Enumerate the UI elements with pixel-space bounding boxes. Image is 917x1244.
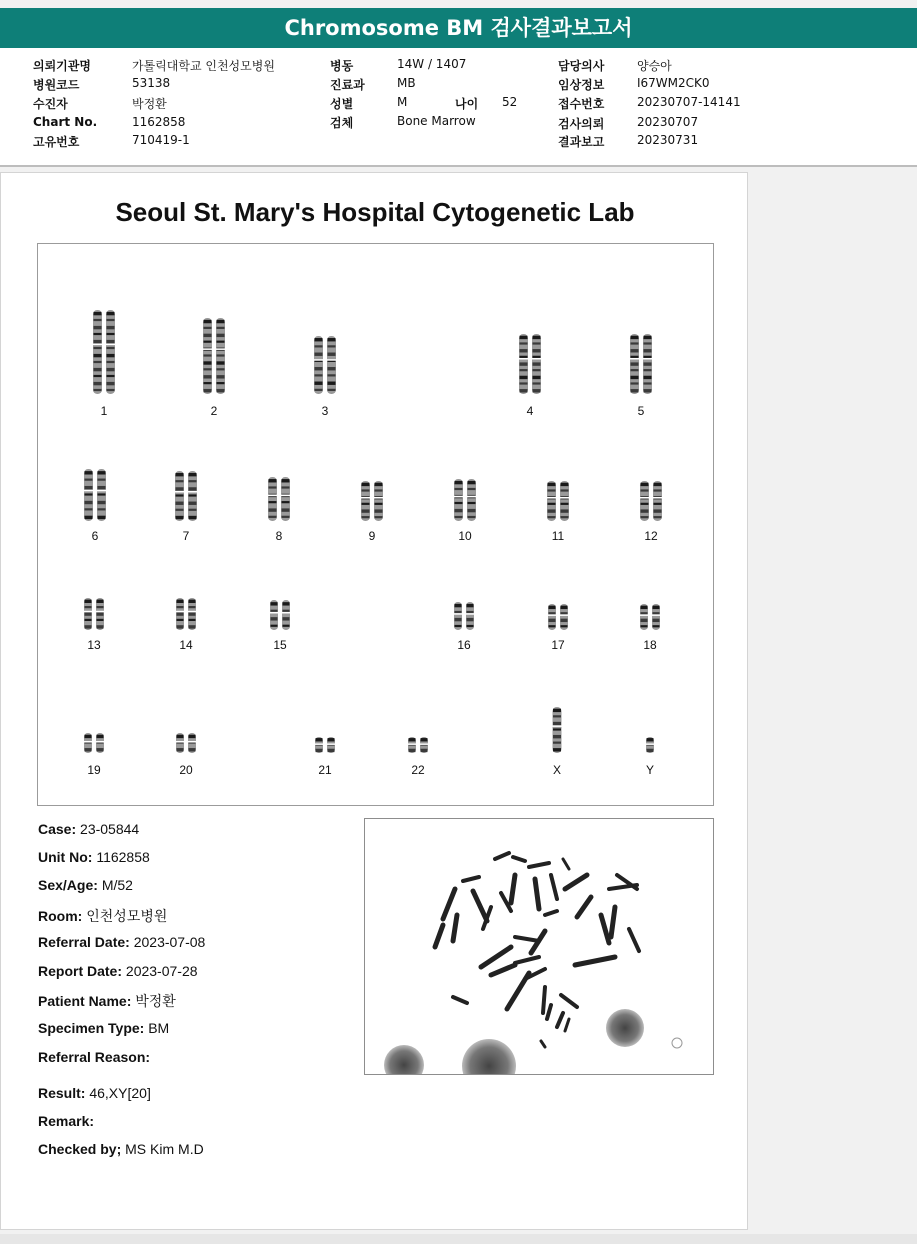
field-label: 의뢰기관명 [33,59,91,73]
field-label: 고유번호 [33,135,80,149]
chromosome-1-homolog-1 [93,310,103,394]
chromosome-12-homolog-2 [653,481,663,521]
field-label: 담당의사 [558,59,605,73]
chromosome-label-6: 6 [91,529,99,543]
patient-name-row: Patient Name: 박정환 [38,993,176,1009]
chromosome-18-homolog-2 [652,604,661,630]
chromosome-12-homolog-1 [640,481,650,521]
chromosome-label-21: 21 [318,763,332,777]
chromosome-5-homolog-1 [630,334,640,394]
chromosome-label-10: 10 [458,529,472,543]
chromosome-22-homolog-2 [420,737,429,753]
field-label: 진료과 [330,78,365,92]
chromosome-label-18: 18 [643,638,657,652]
chromosome-11-homolog-1 [547,481,557,521]
chromosome-13-homolog-1 [84,598,93,630]
chromosome-label-8: 8 [275,529,283,543]
field-label: 임상정보 [558,78,605,92]
checked-by-row: Checked by; MS Kim M.D [38,1141,204,1157]
chromosome-drawing [38,244,713,805]
result-row: Result: 46,XY[20] [38,1085,151,1101]
remark-row: Remark: [38,1113,95,1129]
chromosome-label-14: 14 [179,638,193,652]
chromosome-6-homolog-2 [97,469,107,521]
chromosome-15-homolog-1 [270,600,279,630]
chromosome-17-homolog-1 [548,604,557,630]
field-value: 52 [502,95,518,109]
field-value: Bone Marrow [397,114,476,128]
field-value: 14W / 1407 [397,57,467,71]
chromosome-11-homolog-2 [560,481,570,521]
chromosome-22-homolog-1 [408,737,417,753]
chromosome-16-homolog-2 [466,602,475,630]
chromosome-label-19: 19 [87,763,101,777]
field-label: 병원코드 [33,78,80,92]
chromosome-label-Y: Y [645,763,654,777]
report-date-row: Report Date: 2023-07-28 [38,963,198,979]
sex-age-row: Sex/Age: M/52 [38,877,133,893]
cytogenetic-report [0,172,748,1230]
chromosome-3-homolog-2 [327,336,337,394]
chromosome-label-11: 11 [551,529,565,543]
chromosome-17-homolog-2 [560,604,569,630]
field-value: I67WM2CK0 [637,76,710,90]
patient-header [0,48,917,167]
chromosome-4-homolog-1 [519,334,529,394]
field-value: 박정환 [132,97,167,111]
field-label: 병동 [330,59,354,73]
chromosome-1-homolog-2 [106,310,116,394]
chromosome-label-20: 20 [179,763,193,777]
chromosome-label-9: 9 [368,529,376,543]
chromosome-4-homolog-2 [532,334,542,394]
chromosome-13-homolog-2 [96,598,105,630]
chromosome-label-X: X [552,763,561,777]
chromosome-14-homolog-2 [188,598,197,630]
field-value: 710419-1 [132,133,190,147]
chromosome-label-16: 16 [457,638,471,652]
chromosome-9-homolog-1 [361,481,371,521]
field-label: Chart No. [33,115,98,129]
referral-date-row: Referral Date: 2023-07-08 [38,934,206,950]
field-value: 20230707-14141 [637,95,741,109]
chromosome-16-homolog-1 [454,602,463,630]
field-value: 53138 [132,76,171,90]
field-value: 20230731 [637,133,699,147]
karyotype-panel [37,243,714,806]
chromosome-10-homolog-1 [454,479,464,521]
chromosome-10-homolog-2 [467,479,477,521]
chromosome-5-homolog-2 [643,334,653,394]
chromosome-label-13: 13 [87,638,101,652]
field-label: 검체 [330,116,354,130]
chromosome-3-homolog-1 [314,336,324,394]
field-value: 양승아 [637,59,672,73]
chromosome-21-homolog-2 [327,737,336,753]
chromosome-label-5: 5 [637,404,645,418]
chromosome-label-3: 3 [321,404,329,418]
chromosome-label-12: 12 [644,529,658,543]
field-label: 나이 [455,97,479,111]
chromosome-label-17: 17 [551,638,565,652]
field-label: 접수번호 [558,97,605,111]
field-value: 20230707 [637,115,699,129]
field-value: M [397,95,408,109]
chromosome-label-7: 7 [182,529,190,543]
chromosome-21-homolog-1 [315,737,324,753]
lab-title: Seoul St. Mary's Hospital Cytogenetic Lab [115,197,635,227]
chromosome-15-homolog-2 [282,600,291,630]
chromosome-2-homolog-1 [203,318,213,394]
field-label: 검사의뢰 [558,117,605,131]
chromosome-Y-homolog-1 [646,737,655,753]
chromosome-19-homolog-2 [96,733,105,753]
chromosome-label-15: 15 [273,638,287,652]
chromosome-label-1: 1 [100,404,108,418]
report-title: Chromosome BM 검사결과보고서 [0,8,917,48]
field-label: 성별 [330,97,354,111]
chromosome-14-homolog-1 [176,598,185,630]
unit-no-row: Unit No: 1162858 [38,849,150,865]
chromosome-2-homolog-2 [216,318,226,394]
room-row: Room: 인천성모병원 [38,908,168,924]
field-label: 수진자 [33,97,68,111]
referral-reason-row: Referral Reason: [38,1049,151,1065]
chromosome-7-homolog-2 [188,471,198,521]
field-label: 결과보고 [558,135,605,149]
case-row: Case: 23-05844 [38,821,140,837]
chromosome-20-homolog-1 [176,733,185,753]
chromosome-7-homolog-1 [175,471,185,521]
chromosome-18-homolog-1 [640,604,649,630]
chromosome-9-homolog-2 [374,481,384,521]
metaphase-image [364,818,714,1075]
field-value: 1162858 [132,115,186,129]
specimen-type-row: Specimen Type: BM [38,1020,170,1036]
chromosome-20-homolog-2 [188,733,197,753]
bottom-bar [0,1234,917,1244]
chromosome-6-homolog-1 [84,469,94,521]
field-value: 가톨릭대학교 인천성모병원 [132,59,275,73]
chromosome-label-2: 2 [210,404,218,418]
chromosome-label-22: 22 [411,763,425,777]
chromosome-label-4: 4 [526,404,534,418]
chromosome-8-homolog-2 [281,477,291,521]
chromosome-19-homolog-1 [84,733,93,753]
chromosome-X-homolog-1 [552,707,562,753]
field-value: MB [397,76,416,90]
chromosome-8-homolog-1 [268,477,278,521]
